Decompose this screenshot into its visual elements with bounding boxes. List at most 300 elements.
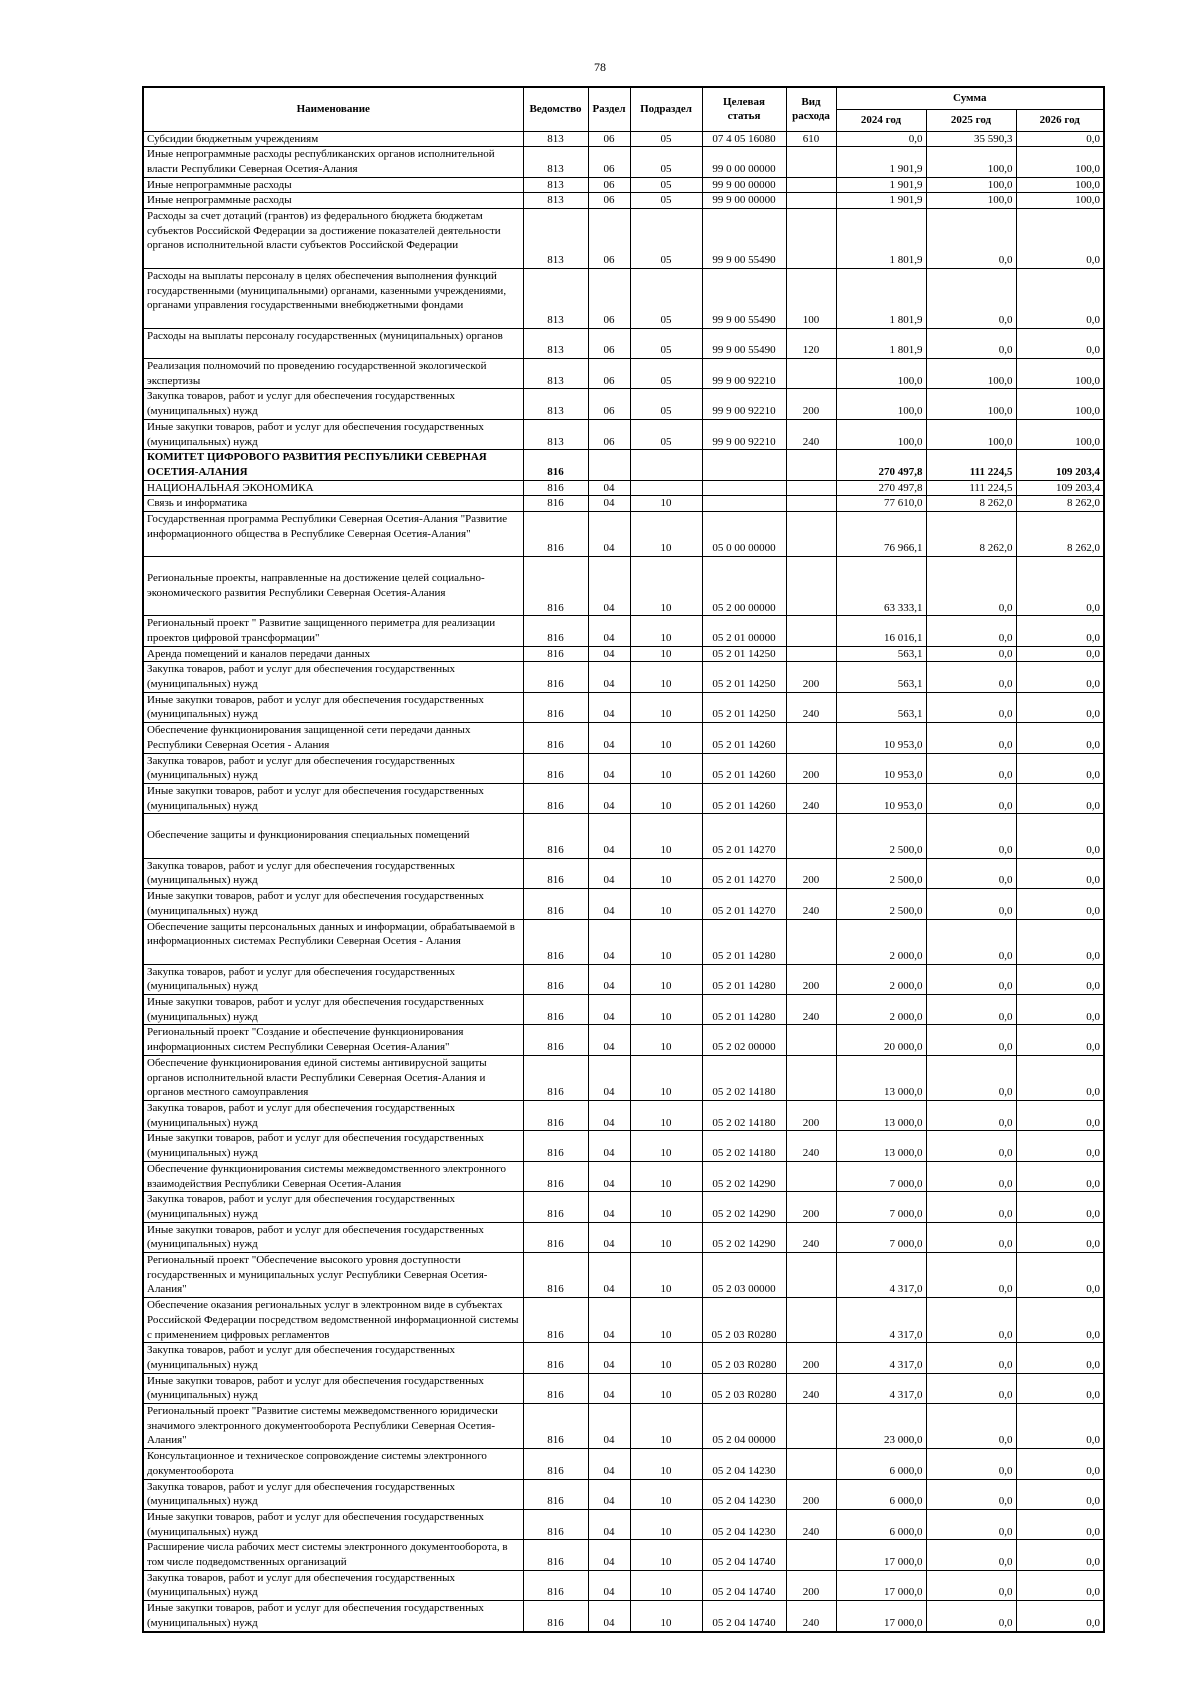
row-name: Иные закупки товаров, работ и услуг для обеспечения государственных (муниципальных) нужд bbox=[143, 1131, 523, 1161]
row-sum-2025: 0,0 bbox=[926, 1055, 1016, 1100]
row-section: 04 bbox=[588, 964, 630, 994]
row-exp-type bbox=[786, 177, 836, 193]
row-sum-2024: 1 901,9 bbox=[836, 193, 926, 209]
row-sum-2024: 4 317,0 bbox=[836, 1343, 926, 1373]
row-section bbox=[588, 450, 630, 480]
row-dept: 816 bbox=[523, 480, 588, 496]
row-sum-2025: 0,0 bbox=[926, 858, 1016, 888]
row-exp-type bbox=[786, 450, 836, 480]
row-sum-2024: 2 500,0 bbox=[836, 889, 926, 919]
header-2024: 2024 год bbox=[836, 109, 926, 131]
row-dept: 816 bbox=[523, 1449, 588, 1479]
row-sum-2024: 100,0 bbox=[836, 419, 926, 449]
row-name: Закупка товаров, работ и услуг для обеспечения государственных (муниципальных) нужд bbox=[143, 662, 523, 692]
row-sum-2024: 270 497,8 bbox=[836, 450, 926, 480]
row-exp-type: 200 bbox=[786, 1479, 836, 1509]
row-sum-2024: 1 801,9 bbox=[836, 268, 926, 328]
row-name: Региональный проект "Создание и обеспечение функционирования информационных систем Республики Северная Осетия-Алания" bbox=[143, 1025, 523, 1055]
header-dept: Ведомство bbox=[523, 87, 588, 131]
row-subsection: 10 bbox=[630, 919, 702, 964]
table-row bbox=[143, 1373, 1104, 1403]
row-sum-2024: 100,0 bbox=[836, 359, 926, 389]
row-exp-type: 200 bbox=[786, 1343, 836, 1373]
row-sum-2025: 100,0 bbox=[926, 177, 1016, 193]
row-subsection: 05 bbox=[630, 131, 702, 147]
row-section: 04 bbox=[588, 1570, 630, 1600]
row-exp-type bbox=[786, 814, 836, 858]
header-sum: Сумма bbox=[836, 87, 1104, 109]
row-sum-2026: 0,0 bbox=[1016, 692, 1104, 722]
row-name: Региональный проект "Обеспечение высокого уровня доступности государственных и муниципальных услуг Республики Северная Осетия-Алания" bbox=[143, 1253, 523, 1298]
row-target bbox=[702, 480, 786, 496]
row-sum-2024: 23 000,0 bbox=[836, 1404, 926, 1449]
row-name: Закупка товаров, работ и услуг для обеспечения государственных (муниципальных) нужд bbox=[143, 753, 523, 783]
row-exp-type bbox=[786, 557, 836, 616]
row-exp-type bbox=[786, 1404, 836, 1449]
table-row bbox=[143, 496, 1104, 512]
row-sum-2024: 563,1 bbox=[836, 662, 926, 692]
row-exp-type bbox=[786, 646, 836, 662]
row-subsection: 10 bbox=[630, 1373, 702, 1403]
row-subsection: 05 bbox=[630, 389, 702, 419]
row-section: 04 bbox=[588, 616, 630, 646]
row-subsection: 10 bbox=[630, 1601, 702, 1632]
table-row bbox=[143, 450, 1104, 480]
row-section: 04 bbox=[588, 512, 630, 557]
row-target: 05 2 04 14740 bbox=[702, 1601, 786, 1632]
row-section: 04 bbox=[588, 1479, 630, 1509]
table-row bbox=[143, 268, 1104, 328]
row-name: Обеспечение защиты персональных данных и информации, обрабатываемой в информационных системах Республики Северная Осетия - Алания bbox=[143, 919, 523, 964]
row-subsection bbox=[630, 480, 702, 496]
row-sum-2026: 0,0 bbox=[1016, 1100, 1104, 1130]
row-sum-2025: 8 262,0 bbox=[926, 512, 1016, 557]
row-target: 99 9 00 00000 bbox=[702, 193, 786, 209]
row-sum-2025: 111 224,5 bbox=[926, 450, 1016, 480]
row-subsection: 10 bbox=[630, 1570, 702, 1600]
row-dept: 816 bbox=[523, 753, 588, 783]
row-sum-2024: 10 953,0 bbox=[836, 753, 926, 783]
table-row bbox=[143, 177, 1104, 193]
row-sum-2025: 0,0 bbox=[926, 268, 1016, 328]
row-sum-2025: 0,0 bbox=[926, 1540, 1016, 1570]
row-exp-type bbox=[786, 1055, 836, 1100]
table-row bbox=[143, 1479, 1104, 1509]
row-sum-2026: 109 203,4 bbox=[1016, 480, 1104, 496]
row-name: Обеспечение защиты и функционирования специальных помещений bbox=[143, 814, 523, 858]
row-section: 04 bbox=[588, 1055, 630, 1100]
row-name: Региональный проект "Развитие системы межведомственного юридически значимого электронного документооборота Республики Северная Осетия-Алания" bbox=[143, 1404, 523, 1449]
table-row bbox=[143, 919, 1104, 964]
row-subsection: 10 bbox=[630, 1131, 702, 1161]
row-name: Иные закупки товаров, работ и услуг для обеспечения государственных (муниципальных) нужд bbox=[143, 1373, 523, 1403]
row-subsection: 10 bbox=[630, 557, 702, 616]
row-exp-type bbox=[786, 1540, 836, 1570]
row-target: 05 2 01 14280 bbox=[702, 919, 786, 964]
row-dept: 816 bbox=[523, 858, 588, 888]
row-sum-2025: 0,0 bbox=[926, 1025, 1016, 1055]
table-row bbox=[143, 419, 1104, 449]
table-row bbox=[143, 1192, 1104, 1222]
row-subsection: 10 bbox=[630, 723, 702, 753]
row-target: 05 2 02 00000 bbox=[702, 1025, 786, 1055]
table-row bbox=[143, 753, 1104, 783]
row-sum-2024: 4 317,0 bbox=[836, 1373, 926, 1403]
row-exp-type: 240 bbox=[786, 1509, 836, 1539]
row-sum-2025: 0,0 bbox=[926, 889, 1016, 919]
row-sum-2025: 0,0 bbox=[926, 1100, 1016, 1130]
row-exp-type: 240 bbox=[786, 1222, 836, 1252]
row-sum-2025: 0,0 bbox=[926, 209, 1016, 269]
table-row bbox=[143, 1131, 1104, 1161]
row-target: 99 9 00 55490 bbox=[702, 268, 786, 328]
row-sum-2025: 0,0 bbox=[926, 328, 1016, 358]
row-section: 04 bbox=[588, 1404, 630, 1449]
table-row bbox=[143, 480, 1104, 496]
row-sum-2025: 0,0 bbox=[926, 1479, 1016, 1509]
table-row bbox=[143, 1161, 1104, 1191]
table-row bbox=[143, 1222, 1104, 1252]
row-exp-type: 240 bbox=[786, 1131, 836, 1161]
row-dept: 816 bbox=[523, 919, 588, 964]
row-section: 04 bbox=[588, 889, 630, 919]
row-sum-2025: 0,0 bbox=[926, 919, 1016, 964]
table-row bbox=[143, 359, 1104, 389]
row-sum-2025: 0,0 bbox=[926, 1161, 1016, 1191]
row-sum-2026: 0,0 bbox=[1016, 1509, 1104, 1539]
row-name: Реализация полномочий по проведению государственной экологической экспертизы bbox=[143, 359, 523, 389]
row-sum-2025: 0,0 bbox=[926, 1601, 1016, 1632]
row-sum-2026: 0,0 bbox=[1016, 1343, 1104, 1373]
row-target: 05 2 01 14250 bbox=[702, 692, 786, 722]
row-sum-2026: 0,0 bbox=[1016, 995, 1104, 1025]
row-subsection: 10 bbox=[630, 1479, 702, 1509]
row-dept: 816 bbox=[523, 1222, 588, 1252]
row-sum-2025: 0,0 bbox=[926, 616, 1016, 646]
row-target: 05 2 01 00000 bbox=[702, 616, 786, 646]
row-target: 05 2 02 14290 bbox=[702, 1192, 786, 1222]
header-name: Наименование bbox=[143, 87, 523, 131]
row-exp-type: 200 bbox=[786, 1192, 836, 1222]
row-name: Расходы на выплаты персоналу в целях обеспечения выполнения функций государственными (муниципальными) органами, казенными учреждениями, органами управления государственными внебюджетными фондами bbox=[143, 268, 523, 328]
row-subsection: 05 bbox=[630, 193, 702, 209]
row-name: Иные непрограммные расходы bbox=[143, 177, 523, 193]
row-subsection: 05 bbox=[630, 268, 702, 328]
row-sum-2024: 1 901,9 bbox=[836, 177, 926, 193]
row-target: 99 9 00 00000 bbox=[702, 177, 786, 193]
row-name: Обеспечение функционирования единой системы антивирусной защиты органов исполнительной власти Республики Северная Осетия-Алания и органов местного самоуправления bbox=[143, 1055, 523, 1100]
row-sum-2026: 0,0 bbox=[1016, 964, 1104, 994]
row-dept: 813 bbox=[523, 268, 588, 328]
row-sum-2026: 0,0 bbox=[1016, 753, 1104, 783]
row-sum-2024: 2 000,0 bbox=[836, 964, 926, 994]
row-subsection: 10 bbox=[630, 1222, 702, 1252]
row-name: Государственная программа Республики Северная Осетия-Алания "Развитие информационного общества в Республике Северная Осетия-Алания" bbox=[143, 512, 523, 557]
row-sum-2026: 0,0 bbox=[1016, 1222, 1104, 1252]
row-sum-2026: 100,0 bbox=[1016, 177, 1104, 193]
row-sum-2026: 0,0 bbox=[1016, 919, 1104, 964]
row-subsection: 10 bbox=[630, 1298, 702, 1343]
row-section: 04 bbox=[588, 1161, 630, 1191]
row-target bbox=[702, 450, 786, 480]
row-exp-type bbox=[786, 512, 836, 557]
row-sum-2026: 0,0 bbox=[1016, 783, 1104, 813]
row-exp-type: 100 bbox=[786, 268, 836, 328]
row-sum-2024: 10 953,0 bbox=[836, 783, 926, 813]
row-sum-2026: 0,0 bbox=[1016, 1192, 1104, 1222]
row-exp-type: 240 bbox=[786, 783, 836, 813]
row-dept: 816 bbox=[523, 496, 588, 512]
row-sum-2024: 77 610,0 bbox=[836, 496, 926, 512]
row-dept: 816 bbox=[523, 814, 588, 858]
table-row bbox=[143, 783, 1104, 813]
row-section: 06 bbox=[588, 147, 630, 177]
table-row bbox=[143, 814, 1104, 858]
row-sum-2025: 0,0 bbox=[926, 753, 1016, 783]
row-sum-2025: 0,0 bbox=[926, 557, 1016, 616]
row-section: 04 bbox=[588, 1540, 630, 1570]
row-sum-2024: 13 000,0 bbox=[836, 1055, 926, 1100]
row-subsection: 10 bbox=[630, 995, 702, 1025]
row-subsection: 10 bbox=[630, 1540, 702, 1570]
row-sum-2025: 100,0 bbox=[926, 419, 1016, 449]
row-target: 99 9 00 92210 bbox=[702, 389, 786, 419]
row-sum-2024: 6 000,0 bbox=[836, 1449, 926, 1479]
row-dept: 816 bbox=[523, 889, 588, 919]
row-dept: 816 bbox=[523, 557, 588, 616]
row-section: 04 bbox=[588, 995, 630, 1025]
table-body bbox=[143, 131, 1104, 1632]
row-target: 99 9 00 92210 bbox=[702, 419, 786, 449]
row-sum-2026: 0,0 bbox=[1016, 646, 1104, 662]
row-name: Закупка товаров, работ и услуг для обеспечения государственных (муниципальных) нужд bbox=[143, 1192, 523, 1222]
row-section: 04 bbox=[588, 557, 630, 616]
row-target: 05 0 00 00000 bbox=[702, 512, 786, 557]
table-row bbox=[143, 1449, 1104, 1479]
row-name: КОМИТЕТ ЦИФРОВОГО РАЗВИТИЯ РЕСПУБЛИКИ СЕВЕРНАЯ ОСЕТИЯ-АЛАНИЯ bbox=[143, 450, 523, 480]
row-sum-2025: 0,0 bbox=[926, 1131, 1016, 1161]
row-sum-2026: 0,0 bbox=[1016, 1055, 1104, 1100]
row-sum-2024: 100,0 bbox=[836, 389, 926, 419]
row-exp-type: 200 bbox=[786, 1570, 836, 1600]
row-sum-2026: 109 203,4 bbox=[1016, 450, 1104, 480]
table-row bbox=[143, 662, 1104, 692]
row-section: 04 bbox=[588, 1192, 630, 1222]
row-dept: 816 bbox=[523, 662, 588, 692]
table-row bbox=[143, 964, 1104, 994]
row-dept: 813 bbox=[523, 131, 588, 147]
row-sum-2024: 1 801,9 bbox=[836, 328, 926, 358]
row-subsection: 10 bbox=[630, 1192, 702, 1222]
row-sum-2025: 0,0 bbox=[926, 1570, 1016, 1600]
row-section: 04 bbox=[588, 858, 630, 888]
row-dept: 816 bbox=[523, 1131, 588, 1161]
row-subsection: 10 bbox=[630, 1025, 702, 1055]
row-exp-type: 610 bbox=[786, 131, 836, 147]
row-section: 06 bbox=[588, 389, 630, 419]
row-target: 05 2 04 14740 bbox=[702, 1540, 786, 1570]
row-sum-2024: 2 000,0 bbox=[836, 995, 926, 1025]
row-name: Иные закупки товаров, работ и услуг для обеспечения государственных (муниципальных) нужд bbox=[143, 692, 523, 722]
row-subsection: 10 bbox=[630, 646, 702, 662]
row-subsection: 10 bbox=[630, 814, 702, 858]
row-section: 04 bbox=[588, 723, 630, 753]
table-row bbox=[143, 1055, 1104, 1100]
row-section: 06 bbox=[588, 193, 630, 209]
row-sum-2024: 20 000,0 bbox=[836, 1025, 926, 1055]
row-target: 05 2 04 14740 bbox=[702, 1570, 786, 1600]
row-dept: 813 bbox=[523, 389, 588, 419]
row-target: 05 2 04 14230 bbox=[702, 1509, 786, 1539]
row-subsection: 10 bbox=[630, 616, 702, 646]
row-section: 04 bbox=[588, 783, 630, 813]
row-sum-2026: 100,0 bbox=[1016, 359, 1104, 389]
row-target: 05 2 02 14180 bbox=[702, 1100, 786, 1130]
row-dept: 813 bbox=[523, 328, 588, 358]
row-dept: 816 bbox=[523, 450, 588, 480]
row-sum-2026: 0,0 bbox=[1016, 328, 1104, 358]
row-sum-2024: 563,1 bbox=[836, 646, 926, 662]
row-sum-2024: 17 000,0 bbox=[836, 1570, 926, 1600]
row-sum-2026: 0,0 bbox=[1016, 858, 1104, 888]
row-section: 04 bbox=[588, 1298, 630, 1343]
row-exp-type: 200 bbox=[786, 389, 836, 419]
row-sum-2024: 17 000,0 bbox=[836, 1540, 926, 1570]
row-sum-2024: 4 317,0 bbox=[836, 1298, 926, 1343]
row-subsection: 10 bbox=[630, 1161, 702, 1191]
row-sum-2026: 0,0 bbox=[1016, 1025, 1104, 1055]
row-sum-2024: 7 000,0 bbox=[836, 1222, 926, 1252]
row-sum-2026: 100,0 bbox=[1016, 389, 1104, 419]
row-sum-2025: 0,0 bbox=[926, 1253, 1016, 1298]
row-name: Иные закупки товаров, работ и услуг для обеспечения государственных (муниципальных) нужд bbox=[143, 419, 523, 449]
row-exp-type bbox=[786, 147, 836, 177]
row-section: 06 bbox=[588, 209, 630, 269]
row-exp-type bbox=[786, 1253, 836, 1298]
row-sum-2026: 100,0 bbox=[1016, 147, 1104, 177]
row-target: 05 2 01 14270 bbox=[702, 889, 786, 919]
row-target: 05 2 02 14180 bbox=[702, 1055, 786, 1100]
row-exp-type bbox=[786, 496, 836, 512]
row-name: Закупка товаров, работ и услуг для обеспечения государственных (муниципальных) нужд bbox=[143, 1100, 523, 1130]
row-dept: 813 bbox=[523, 193, 588, 209]
row-sum-2026: 0,0 bbox=[1016, 1131, 1104, 1161]
row-exp-type: 240 bbox=[786, 995, 836, 1025]
row-exp-type bbox=[786, 193, 836, 209]
row-name: Расходы за счет дотаций (грантов) из федерального бюджета бюджетам субъектов Российской Федерации за достижение показателей деятельности органов исполнительной власти субъектов Российской Федерации bbox=[143, 209, 523, 269]
row-sum-2026: 0,0 bbox=[1016, 616, 1104, 646]
row-name: Иные непрограммные расходы bbox=[143, 193, 523, 209]
row-subsection bbox=[630, 450, 702, 480]
row-name: Аренда помещений и каналов передачи данных bbox=[143, 646, 523, 662]
row-sum-2026: 0,0 bbox=[1016, 209, 1104, 269]
row-dept: 816 bbox=[523, 1253, 588, 1298]
row-dept: 816 bbox=[523, 1298, 588, 1343]
row-dept: 813 bbox=[523, 177, 588, 193]
row-section: 04 bbox=[588, 662, 630, 692]
row-sum-2024: 76 966,1 bbox=[836, 512, 926, 557]
row-subsection: 10 bbox=[630, 1509, 702, 1539]
row-target: 05 2 01 14260 bbox=[702, 783, 786, 813]
row-sum-2026: 0,0 bbox=[1016, 723, 1104, 753]
table-row bbox=[143, 1509, 1104, 1539]
row-target: 05 2 03 R0280 bbox=[702, 1343, 786, 1373]
row-section: 06 bbox=[588, 131, 630, 147]
row-sum-2025: 0,0 bbox=[926, 646, 1016, 662]
row-exp-type: 240 bbox=[786, 1373, 836, 1403]
row-sum-2024: 563,1 bbox=[836, 692, 926, 722]
row-target: 99 9 00 92210 bbox=[702, 359, 786, 389]
row-sum-2025: 0,0 bbox=[926, 1509, 1016, 1539]
row-section: 04 bbox=[588, 919, 630, 964]
row-dept: 816 bbox=[523, 1055, 588, 1100]
row-name: Субсидии бюджетным учреждениям bbox=[143, 131, 523, 147]
row-name: Иные закупки товаров, работ и услуг для обеспечения государственных (муниципальных) нужд bbox=[143, 1509, 523, 1539]
row-name: Обеспечение оказания региональных услуг в электронном виде в субъектах Российской Федерации посредством ведомственной информационной системы с применением цифровых регламентов bbox=[143, 1298, 523, 1343]
row-exp-type bbox=[786, 723, 836, 753]
row-section: 06 bbox=[588, 359, 630, 389]
row-exp-type: 200 bbox=[786, 964, 836, 994]
row-name: Расширение числа рабочих мест системы электронного документооборота, в том числе подведомственных организаций bbox=[143, 1540, 523, 1570]
row-exp-type bbox=[786, 359, 836, 389]
row-target: 05 2 01 14250 bbox=[702, 662, 786, 692]
row-name: Иные закупки товаров, работ и услуг для обеспечения государственных (муниципальных) нужд bbox=[143, 783, 523, 813]
row-sum-2024: 16 016,1 bbox=[836, 616, 926, 646]
row-dept: 816 bbox=[523, 646, 588, 662]
row-name: Иные закупки товаров, работ и услуг для обеспечения государственных (муниципальных) нужд bbox=[143, 889, 523, 919]
row-exp-type bbox=[786, 1025, 836, 1055]
row-dept: 816 bbox=[523, 1161, 588, 1191]
table-row bbox=[143, 616, 1104, 646]
row-sum-2025: 0,0 bbox=[926, 662, 1016, 692]
table-row bbox=[143, 1540, 1104, 1570]
table-row bbox=[143, 557, 1104, 616]
row-section: 04 bbox=[588, 1601, 630, 1632]
row-section: 04 bbox=[588, 646, 630, 662]
row-subsection: 05 bbox=[630, 147, 702, 177]
row-target: 05 2 02 14290 bbox=[702, 1222, 786, 1252]
row-subsection: 10 bbox=[630, 783, 702, 813]
row-section: 04 bbox=[588, 814, 630, 858]
row-dept: 816 bbox=[523, 1509, 588, 1539]
row-target: 05 2 03 R0280 bbox=[702, 1373, 786, 1403]
table-row bbox=[143, 389, 1104, 419]
row-dept: 813 bbox=[523, 419, 588, 449]
table-row bbox=[143, 646, 1104, 662]
row-sum-2024: 270 497,8 bbox=[836, 480, 926, 496]
row-name: Закупка товаров, работ и услуг для обеспечения государственных (муниципальных) нужд bbox=[143, 389, 523, 419]
row-sum-2025: 0,0 bbox=[926, 1449, 1016, 1479]
row-sum-2025: 100,0 bbox=[926, 359, 1016, 389]
row-target: 07 4 05 16080 bbox=[702, 131, 786, 147]
row-sum-2026: 0,0 bbox=[1016, 814, 1104, 858]
row-target: 99 0 00 00000 bbox=[702, 147, 786, 177]
table-row bbox=[143, 209, 1104, 269]
row-target: 05 2 04 14230 bbox=[702, 1449, 786, 1479]
row-target: 05 2 01 14260 bbox=[702, 723, 786, 753]
row-name: Обеспечение функционирования системы межведомственного электронного взаимодействия Республики Северная Осетия-Алания bbox=[143, 1161, 523, 1191]
row-subsection: 05 bbox=[630, 177, 702, 193]
row-name: Иные закупки товаров, работ и услуг для обеспечения государственных (муниципальных) нужд bbox=[143, 1601, 523, 1632]
row-sum-2024: 1 801,9 bbox=[836, 209, 926, 269]
row-section: 04 bbox=[588, 480, 630, 496]
row-target: 05 2 01 14270 bbox=[702, 814, 786, 858]
row-sum-2026: 0,0 bbox=[1016, 1298, 1104, 1343]
row-sum-2025: 0,0 bbox=[926, 1404, 1016, 1449]
row-target: 05 2 01 14250 bbox=[702, 646, 786, 662]
row-section: 04 bbox=[588, 1025, 630, 1055]
table-header bbox=[143, 87, 1104, 131]
